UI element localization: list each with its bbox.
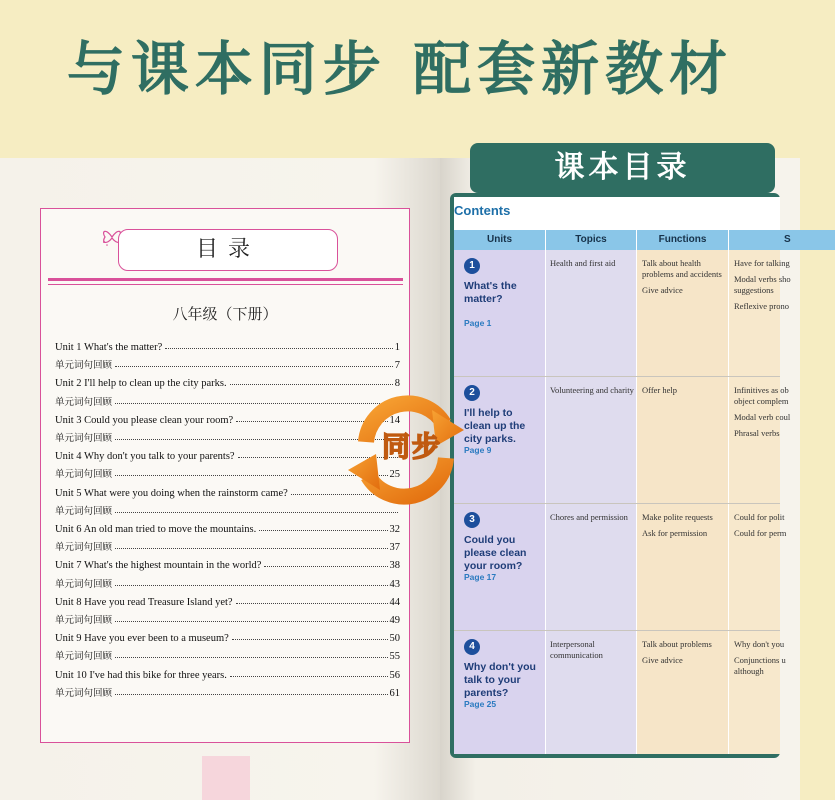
- unit-grammar-item: Phrasal verbs: [734, 428, 780, 438]
- toc-entry-title: 单元词句回顾: [55, 542, 113, 554]
- toc-title: 目录: [118, 229, 338, 271]
- unit-topics-cell: [550, 258, 636, 274]
- headline: 与课本同步 配套新教材: [66, 35, 734, 103]
- unit-title: Could you please clean your room?: [464, 534, 527, 572]
- toc-entry-title: Unit 6 An old man tried to move the mountains.: [55, 524, 257, 535]
- unit-grammar-item: Modal verbs sho suggestions: [734, 274, 791, 295]
- toc-rule: [48, 278, 403, 281]
- row-divider: [454, 503, 780, 504]
- toc-review-entry: [55, 572, 400, 590]
- unit-functions-item: Ask for permission: [642, 528, 708, 538]
- unit-page: Page 17: [464, 572, 497, 582]
- unit-functions-item: Give advice: [642, 285, 683, 295]
- contents-label: Contents: [454, 203, 511, 218]
- toc-entry-title: 单元词句回顾: [55, 469, 113, 481]
- unit-number-badge: 1: [464, 258, 480, 274]
- unit-title: What's the matter?: [464, 280, 517, 305]
- unit-grammar-item: Have for talking: [734, 258, 790, 268]
- toc-dot-leader: [230, 676, 388, 677]
- unit-functions-item: Talk about health problems and accidents: [642, 258, 722, 279]
- toc-review-entry: [55, 535, 400, 553]
- toc-entry-page: 7: [394, 360, 400, 372]
- unit-grammar-item: Reflexive prono: [734, 301, 789, 311]
- toc-entry-title: Unit 10 I've had this bike for three years.: [55, 669, 227, 681]
- unit-page: Page 1: [464, 318, 492, 328]
- header-structures: S: [729, 230, 835, 250]
- toc-dot-leader: [264, 566, 387, 567]
- toc-entry-page: 56: [389, 669, 400, 681]
- unit-topics-item: Interpersonal communication: [550, 639, 603, 660]
- toc-entry-title: Unit 8 Have you read Treasure Island yet?: [55, 596, 233, 608]
- toc-dot-leader: [236, 603, 388, 604]
- unit-grammar-cell: [734, 258, 794, 317]
- toc-entry-page: 26: [389, 487, 400, 499]
- unit-grammar-item: Why don't you: [734, 639, 785, 649]
- toc-entry-page: 44: [389, 596, 400, 608]
- toc-entry-title: Unit 2 I'll help to clean up the city parks.: [55, 378, 227, 390]
- toc-entry-title: Unit 9 Have you ever been to a museum?: [55, 633, 229, 645]
- toc-entry: [55, 553, 400, 571]
- toc-entry: [55, 590, 400, 608]
- toc-dot-leader: [259, 530, 387, 531]
- header-topics: Topics: [546, 230, 636, 250]
- unit-functions-cell: [642, 385, 728, 401]
- unit-title: Why don't you talk to your parents?: [464, 661, 536, 699]
- unit-functions-item: Offer help: [642, 385, 678, 395]
- toc-entry-page: 61: [389, 687, 400, 699]
- toc-entry-title: 单元词句回顾: [55, 578, 113, 590]
- toc-review-entry: [55, 608, 400, 626]
- unit-title: I'll help to clean up the city parks.: [464, 407, 526, 445]
- unit-grammar-item: Could for perm: [734, 528, 787, 538]
- toc-entry-page: 55: [389, 651, 400, 663]
- toc-entry-page: 32: [389, 524, 400, 535]
- toc-entry: [55, 335, 400, 353]
- toc-entry-title: 单元词句回顾: [55, 396, 113, 408]
- unit-page: Page 25: [464, 699, 497, 709]
- page-tab: [202, 756, 250, 800]
- unit-page: Page 9: [464, 445, 492, 455]
- toc-dot-leader: [165, 348, 392, 349]
- row-divider: [454, 630, 780, 631]
- functions-column: [637, 230, 728, 754]
- unit-functions-item: Give advice: [642, 655, 683, 665]
- toc-dot-leader: [115, 548, 387, 549]
- toc-entry: [55, 626, 400, 644]
- unit-grammar-cell: [734, 639, 794, 682]
- toc-entry-title: 单元词句回顾: [55, 360, 113, 372]
- toc-dot-leader: [115, 694, 387, 695]
- unit-number-badge: 4: [464, 639, 480, 655]
- toc-dot-leader: [232, 639, 388, 640]
- sync-label: 同步: [381, 430, 442, 463]
- toc-entry-title: 单元词句回顾: [55, 615, 113, 626]
- unit-topics-item: Health and first aid: [550, 258, 616, 268]
- unit-grammar-item: Conjunctions u although: [734, 655, 786, 676]
- toc-entry-page: 43: [389, 578, 400, 590]
- unit-functions-item: Make polite requests: [642, 512, 713, 522]
- toc-entry-title: Unit 5 What were you doing when the rainstorm came?: [55, 487, 288, 499]
- unit-grammar-cell: [734, 512, 794, 544]
- toc-dot-leader: [115, 366, 393, 367]
- topics-column: [546, 230, 636, 754]
- toc-entry-page: 37: [389, 542, 400, 554]
- toc-dot-leader: [115, 585, 387, 586]
- unit-number-badge: 3: [464, 512, 480, 528]
- toc-entry-title: Unit 7 What's the highest mountain in the world?: [55, 560, 262, 572]
- toc-entry-page: 38: [389, 560, 400, 572]
- row-divider: [454, 376, 780, 377]
- unit-grammar-cell: [734, 385, 794, 444]
- toc-review-entry: [55, 644, 400, 662]
- textbook-contents: [454, 197, 791, 754]
- unit-grammar-item: Infinitives as ob object complem: [734, 385, 789, 406]
- header-functions: Functions: [637, 230, 728, 250]
- unit-topics-cell: [550, 512, 636, 528]
- toc-entry-page: 50: [389, 633, 400, 645]
- toc-entry-title: 单元词句回顾: [55, 687, 113, 699]
- unit-topics-item: Chores and permission: [550, 512, 628, 522]
- textbook-banner: 课本目录: [470, 143, 775, 193]
- toc-dot-leader: [115, 657, 387, 658]
- unit-topics-item: Volunteering and charity: [550, 385, 634, 395]
- header-units: Units: [454, 230, 545, 250]
- toc-entry-title: Unit 4 Why don't you talk to your parents?: [55, 451, 235, 463]
- unit-functions-cell: [642, 258, 728, 301]
- toc-dot-leader: [115, 621, 387, 622]
- toc-entry-page: 8: [394, 378, 400, 390]
- toc-review-entry: [55, 353, 400, 371]
- toc-entry-title: 单元词句回顾: [55, 505, 113, 517]
- unit-functions-cell: [642, 639, 728, 671]
- toc-entry-title: 单元词句回顾: [55, 433, 113, 444]
- toc-entry-title: Unit 1 What's the matter?: [55, 342, 163, 353]
- toc-entry-page: 49: [389, 615, 400, 626]
- unit-functions-item: Talk about problems: [642, 639, 712, 649]
- grade-title: 八年级（下册）: [172, 305, 278, 323]
- toc-entry-page: 1: [394, 342, 400, 353]
- toc-entry-title: 单元词句回顾: [55, 651, 113, 663]
- unit-functions-cell: [642, 512, 728, 544]
- unit-number-badge: 2: [464, 385, 480, 401]
- toc-rule: [48, 284, 403, 285]
- toc-entry-page: 14: [389, 414, 400, 426]
- toc-entry: [55, 663, 400, 681]
- unit-topics-cell: [550, 385, 636, 401]
- unit-grammar-item: Could for polit: [734, 512, 785, 522]
- unit-topics-cell: [550, 639, 636, 666]
- toc-review-entry: [55, 681, 400, 699]
- toc-entry-title: Unit 3 Could you please clean your room?: [55, 414, 234, 426]
- unit-grammar-item: Modal verb coul: [734, 412, 791, 422]
- toc-entry-page: 25: [389, 469, 400, 481]
